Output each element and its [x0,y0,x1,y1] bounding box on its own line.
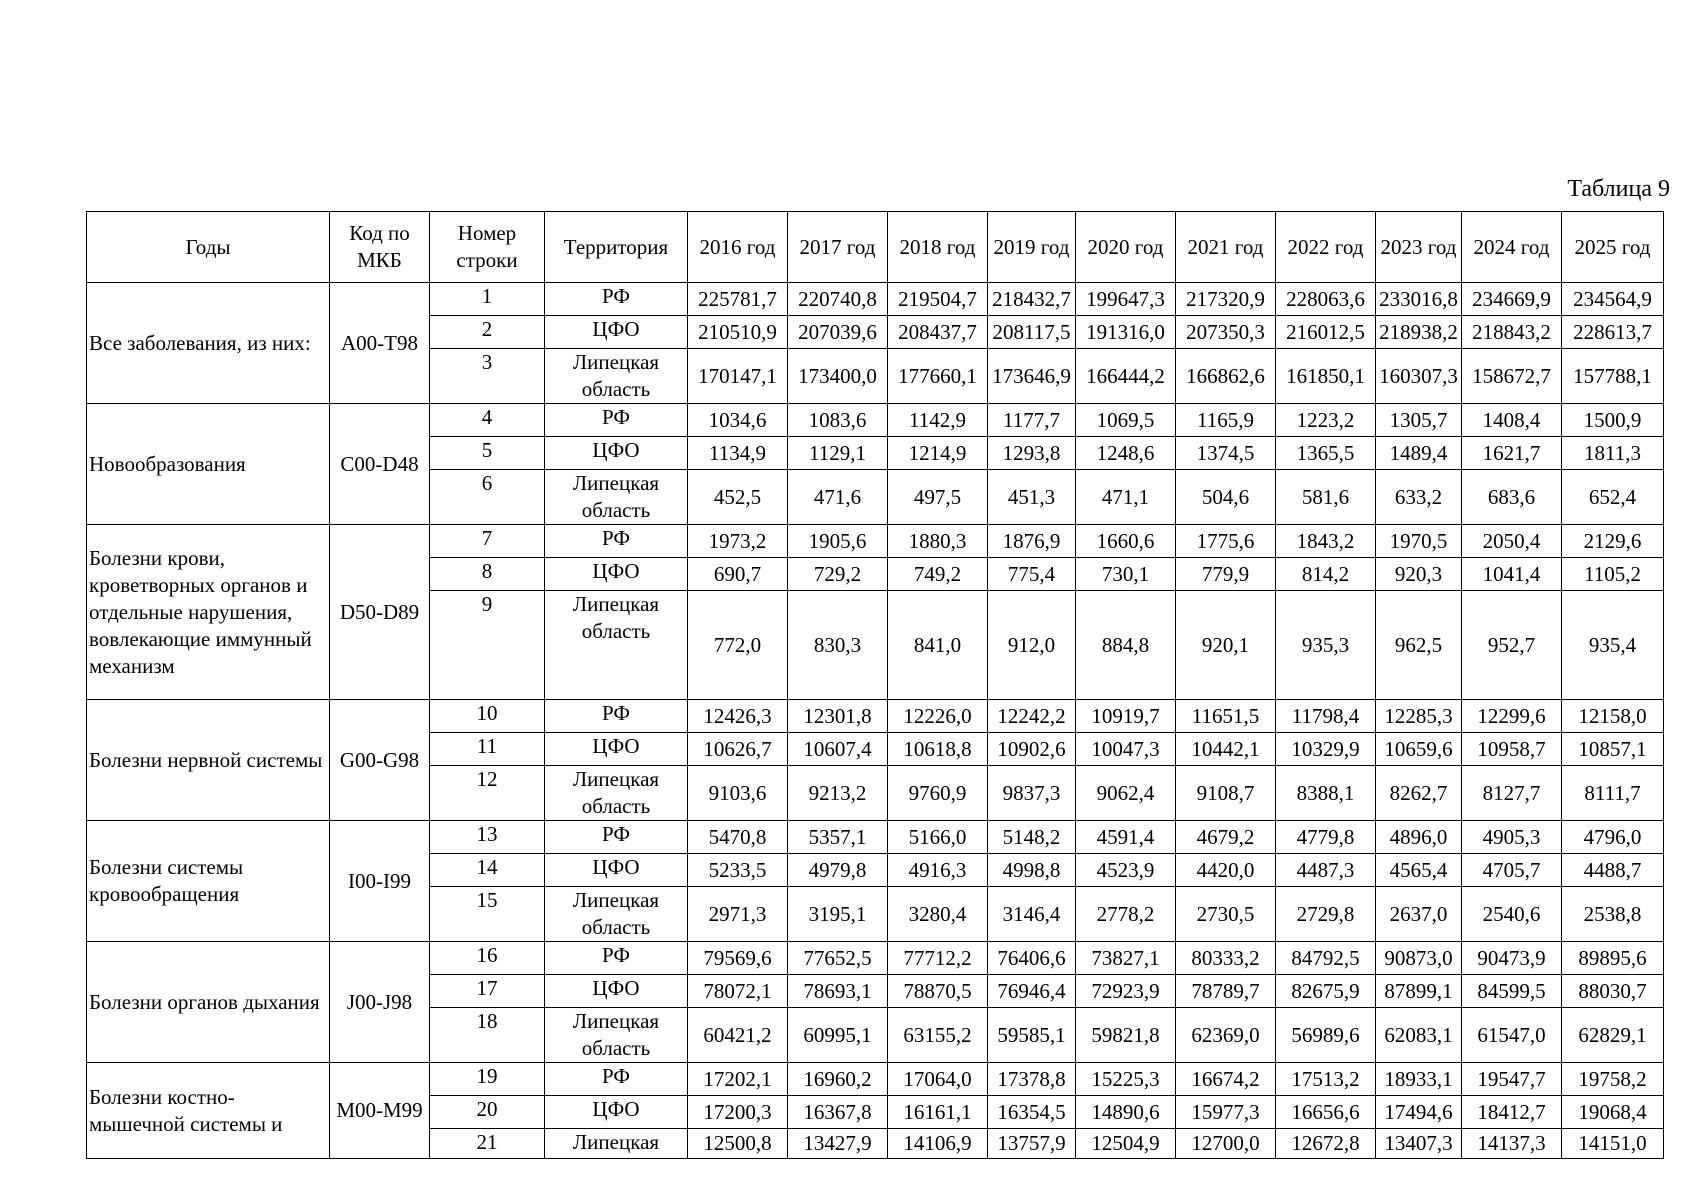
territory: РФ [545,1063,688,1096]
value-cell: 1041,4 [1462,558,1562,591]
header-cell: Годы [87,212,330,283]
value-cell: 170147,1 [688,349,788,404]
value-cell: 1905,6 [788,525,888,558]
value-cell: 63155,2 [888,1008,988,1063]
header-cell: 2021 год [1176,212,1276,283]
value-cell: 166444,2 [1076,349,1176,404]
value-cell: 1069,5 [1076,404,1176,437]
value-cell: 18412,7 [1462,1096,1562,1129]
value-cell: 4679,2 [1176,821,1276,854]
value-cell: 15225,3 [1076,1063,1176,1096]
value-cell: 10857,1 [1562,733,1664,766]
value-cell: 1973,2 [688,525,788,558]
value-cell: 952,7 [1462,591,1562,700]
value-cell: 10442,1 [1176,733,1276,766]
row-number: 12 [430,766,545,821]
row-number: 4 [430,404,545,437]
value-cell: 452,5 [688,470,788,525]
territory: ЦФО [545,1096,688,1129]
value-cell: 208437,7 [888,316,988,349]
value-cell: 228613,7 [1562,316,1664,349]
value-cell: 207350,3 [1176,316,1276,349]
value-cell: 4523,9 [1076,854,1176,887]
value-cell: 1775,6 [1176,525,1276,558]
table-row [87,525,1664,558]
value-cell: 78870,5 [888,975,988,1008]
value-cell: 1129,1 [788,437,888,470]
disease-group-name: Болезни органов дыхания [87,942,330,1063]
row-number: 16 [430,942,545,975]
value-cell: 17202,1 [688,1063,788,1096]
value-cell: 157788,1 [1562,349,1664,404]
value-cell: 1660,6 [1076,525,1176,558]
value-cell: 13757,9 [988,1129,1076,1159]
value-cell: 683,6 [1462,470,1562,525]
value-cell: 17064,0 [888,1063,988,1096]
value-cell: 935,4 [1562,591,1664,700]
value-cell: 77652,5 [788,942,888,975]
value-cell: 14106,9 [888,1129,988,1159]
value-cell: 16161,1 [888,1096,988,1129]
value-cell: 77712,2 [888,942,988,975]
row-number: 17 [430,975,545,1008]
value-cell: 1165,9 [1176,404,1276,437]
row-number: 14 [430,854,545,887]
value-cell: 1105,2 [1562,558,1664,591]
row-number: 2 [430,316,545,349]
value-cell: 1876,9 [988,525,1076,558]
row-number: 8 [430,558,545,591]
value-cell: 4998,8 [988,854,1076,887]
territory: РФ [545,700,688,733]
value-cell: 1134,9 [688,437,788,470]
value-cell: 199647,3 [1076,283,1176,316]
value-cell: 60995,1 [788,1008,888,1063]
value-cell: 78072,1 [688,975,788,1008]
value-cell: 59821,8 [1076,1008,1176,1063]
value-cell: 210510,9 [688,316,788,349]
value-cell: 173646,9 [988,349,1076,404]
value-cell: 5166,0 [888,821,988,854]
value-cell: 76946,4 [988,975,1076,1008]
icd-code: J00-J98 [330,942,430,1063]
territory: ЦФО [545,437,688,470]
header-cell: Код по МКБ [330,212,430,283]
value-cell: 17494,6 [1376,1096,1462,1129]
table-row [87,821,1664,854]
value-cell: 12226,0 [888,700,988,733]
icd-code: D50-D89 [330,525,430,700]
row-number: 15 [430,887,545,942]
value-cell: 4487,3 [1276,854,1376,887]
table-row [87,942,1664,975]
value-cell: 10329,9 [1276,733,1376,766]
value-cell: 218938,2 [1376,316,1462,349]
value-cell: 1214,9 [888,437,988,470]
value-cell: 234564,9 [1562,283,1664,316]
territory: Липецкая область [545,766,688,821]
header-cell: 2022 год [1276,212,1376,283]
value-cell: 4420,0 [1176,854,1276,887]
value-cell: 16367,8 [788,1096,888,1129]
value-cell: 1083,6 [788,404,888,437]
value-cell: 225781,7 [688,283,788,316]
header-cell: Номер строки [430,212,545,283]
value-cell: 1621,7 [1462,437,1562,470]
morbidity-table [86,211,1664,1159]
value-cell: 2129,6 [1562,525,1664,558]
table-row [87,283,1664,316]
value-cell: 11651,5 [1176,700,1276,733]
value-cell: 177660,1 [888,349,988,404]
value-cell: 13407,3 [1376,1129,1462,1159]
value-cell: 1223,2 [1276,404,1376,437]
value-cell: 218432,7 [988,283,1076,316]
value-cell: 79569,6 [688,942,788,975]
value-cell: 4905,3 [1462,821,1562,854]
row-number: 20 [430,1096,545,1129]
value-cell: 9760,9 [888,766,988,821]
value-cell: 3195,1 [788,887,888,942]
row-number: 10 [430,700,545,733]
value-cell: 12285,3 [1376,700,1462,733]
value-cell: 1248,6 [1076,437,1176,470]
value-cell: 451,3 [988,470,1076,525]
value-cell: 18933,1 [1376,1063,1462,1096]
territory: Липецкая область [545,1008,688,1063]
disease-group-name: Болезни костно-мышечной системы и [87,1063,330,1159]
value-cell: 90873,0 [1376,942,1462,975]
value-cell: 61547,0 [1462,1008,1562,1063]
value-cell: 228063,6 [1276,283,1376,316]
value-cell: 191316,0 [1076,316,1176,349]
territory: Липецкая область [545,591,688,700]
disease-group-name: Болезни нервной системы [87,700,330,821]
value-cell: 779,9 [1176,558,1276,591]
value-cell: 220740,8 [788,283,888,316]
territory: РФ [545,404,688,437]
value-cell: 8262,7 [1376,766,1462,821]
value-cell: 10607,4 [788,733,888,766]
value-cell: 16960,2 [788,1063,888,1096]
territory: ЦФО [545,975,688,1008]
value-cell: 9108,7 [1176,766,1276,821]
value-cell: 4565,4 [1376,854,1462,887]
value-cell: 76406,6 [988,942,1076,975]
value-cell: 207039,6 [788,316,888,349]
value-cell: 729,2 [788,558,888,591]
value-cell: 17200,3 [688,1096,788,1129]
disease-group-name: Новообразования [87,404,330,525]
value-cell: 62829,1 [1562,1008,1664,1063]
value-cell: 8111,7 [1562,766,1664,821]
value-cell: 90473,9 [1462,942,1562,975]
icd-code: M00-M99 [330,1063,430,1159]
value-cell: 920,3 [1376,558,1462,591]
row-number: 18 [430,1008,545,1063]
value-cell: 912,0 [988,591,1076,700]
value-cell: 19758,2 [1562,1063,1664,1096]
territory: РФ [545,283,688,316]
territory: ЦФО [545,733,688,766]
header-cell: 2016 год [688,212,788,283]
row-number: 21 [430,1129,545,1159]
value-cell: 1034,6 [688,404,788,437]
value-cell: 16674,2 [1176,1063,1276,1096]
value-cell: 82675,9 [1276,975,1376,1008]
value-cell: 17513,2 [1276,1063,1376,1096]
value-cell: 962,5 [1376,591,1462,700]
value-cell: 15977,3 [1176,1096,1276,1129]
value-cell: 830,3 [788,591,888,700]
value-cell: 10626,7 [688,733,788,766]
table-row [87,700,1664,733]
value-cell: 14151,0 [1562,1129,1664,1159]
value-cell: 652,4 [1562,470,1664,525]
value-cell: 504,6 [1176,470,1276,525]
header-cell: 2023 год [1376,212,1462,283]
value-cell: 2540,6 [1462,887,1562,942]
value-cell: 12700,0 [1176,1129,1276,1159]
value-cell: 10958,7 [1462,733,1562,766]
value-cell: 19068,4 [1562,1096,1664,1129]
value-cell: 814,2 [1276,558,1376,591]
value-cell: 8127,7 [1462,766,1562,821]
value-cell: 16354,5 [988,1096,1076,1129]
value-cell: 218843,2 [1462,316,1562,349]
value-cell: 12158,0 [1562,700,1664,733]
value-cell: 10659,6 [1376,733,1462,766]
value-cell: 9062,4 [1076,766,1176,821]
value-cell: 80333,2 [1176,942,1276,975]
value-cell: 2778,2 [1076,887,1176,942]
value-cell: 884,8 [1076,591,1176,700]
value-cell: 690,7 [688,558,788,591]
value-cell: 56989,6 [1276,1008,1376,1063]
value-cell: 2050,4 [1462,525,1562,558]
value-cell: 1374,5 [1176,437,1276,470]
territory: ЦФО [545,558,688,591]
value-cell: 1408,4 [1462,404,1562,437]
value-cell: 173400,0 [788,349,888,404]
value-cell: 1489,4 [1376,437,1462,470]
value-cell: 4591,4 [1076,821,1176,854]
value-cell: 1500,9 [1562,404,1664,437]
value-cell: 471,1 [1076,470,1176,525]
row-number: 13 [430,821,545,854]
value-cell: 12672,8 [1276,1129,1376,1159]
value-cell: 2637,0 [1376,887,1462,942]
value-cell: 2538,8 [1562,887,1664,942]
value-cell: 775,4 [988,558,1076,591]
disease-group-name: Все заболевания, из них: [87,283,330,404]
disease-group-name: Болезни системы кровообращения [87,821,330,942]
value-cell: 12426,3 [688,700,788,733]
value-cell: 217320,9 [1176,283,1276,316]
value-cell: 87899,1 [1376,975,1462,1008]
value-cell: 920,1 [1176,591,1276,700]
value-cell: 208117,5 [988,316,1076,349]
value-cell: 5233,5 [688,854,788,887]
table-row [87,1063,1664,1096]
territory: ЦФО [545,854,688,887]
value-cell: 17378,8 [988,1063,1076,1096]
value-cell: 234669,9 [1462,283,1562,316]
value-cell: 12301,8 [788,700,888,733]
value-cell: 1970,5 [1376,525,1462,558]
value-cell: 10902,6 [988,733,1076,766]
value-cell: 9837,3 [988,766,1076,821]
territory: РФ [545,821,688,854]
value-cell: 161850,1 [1276,349,1376,404]
value-cell: 1843,2 [1276,525,1376,558]
row-number: 3 [430,349,545,404]
value-cell: 3280,4 [888,887,988,942]
value-cell: 160307,3 [1376,349,1462,404]
icd-code: I00-I99 [330,821,430,942]
value-cell: 4488,7 [1562,854,1664,887]
table-caption: Таблица 9 [1567,176,1670,202]
territory: РФ [545,525,688,558]
value-cell: 1880,3 [888,525,988,558]
row-number: 19 [430,1063,545,1096]
row-number: 1 [430,283,545,316]
value-cell: 1142,9 [888,404,988,437]
header-cell: 2019 год [988,212,1076,283]
value-cell: 935,3 [1276,591,1376,700]
row-number: 9 [430,591,545,700]
value-cell: 11798,4 [1276,700,1376,733]
value-cell: 581,6 [1276,470,1376,525]
value-cell: 9103,6 [688,766,788,821]
header-cell: 2020 год [1076,212,1176,283]
value-cell: 60421,2 [688,1008,788,1063]
value-cell: 78693,1 [788,975,888,1008]
value-cell: 59585,1 [988,1008,1076,1063]
value-cell: 1305,7 [1376,404,1462,437]
value-cell: 2971,3 [688,887,788,942]
table-body [87,283,1664,1159]
value-cell: 14137,3 [1462,1129,1562,1159]
value-cell: 4896,0 [1376,821,1462,854]
value-cell: 166862,6 [1176,349,1276,404]
value-cell: 4705,7 [1462,854,1562,887]
value-cell: 12500,8 [688,1129,788,1159]
territory: ЦФО [545,316,688,349]
value-cell: 12242,2 [988,700,1076,733]
value-cell: 5148,2 [988,821,1076,854]
value-cell: 1177,7 [988,404,1076,437]
value-cell: 1811,3 [1562,437,1664,470]
value-cell: 12504,9 [1076,1129,1176,1159]
header-cell: 2017 год [788,212,888,283]
value-cell: 158672,7 [1462,349,1562,404]
value-cell: 62369,0 [1176,1008,1276,1063]
value-cell: 4796,0 [1562,821,1664,854]
value-cell: 19547,7 [1462,1063,1562,1096]
value-cell: 9213,2 [788,766,888,821]
value-cell: 772,0 [688,591,788,700]
territory: Липецкая область [545,349,688,404]
territory: Липецкая область [545,470,688,525]
row-number: 6 [430,470,545,525]
value-cell: 730,1 [1076,558,1176,591]
territory: Липецкая [545,1129,688,1159]
value-cell: 73827,1 [1076,942,1176,975]
header-cell: Территория [545,212,688,283]
value-cell: 4979,8 [788,854,888,887]
icd-code: A00-T98 [330,283,430,404]
value-cell: 5470,8 [688,821,788,854]
value-cell: 216012,5 [1276,316,1376,349]
value-cell: 13427,9 [788,1129,888,1159]
value-cell: 633,2 [1376,470,1462,525]
value-cell: 84792,5 [1276,942,1376,975]
territory: РФ [545,942,688,975]
value-cell: 497,5 [888,470,988,525]
header-row [87,212,1664,283]
icd-code: G00-G98 [330,700,430,821]
value-cell: 4779,8 [1276,821,1376,854]
value-cell: 10919,7 [1076,700,1176,733]
table-row [87,404,1664,437]
value-cell: 84599,5 [1462,975,1562,1008]
value-cell: 2729,8 [1276,887,1376,942]
row-number: 7 [430,525,545,558]
value-cell: 88030,7 [1562,975,1664,1008]
value-cell: 2730,5 [1176,887,1276,942]
value-cell: 1293,8 [988,437,1076,470]
value-cell: 14890,6 [1076,1096,1176,1129]
header-cell: 2025 год [1562,212,1664,283]
value-cell: 62083,1 [1376,1008,1462,1063]
value-cell: 10047,3 [1076,733,1176,766]
disease-group-name: Болезни крови, кроветворных органов и отдельные нарушения, вовлекающие иммунный механизм [87,525,330,700]
territory: Липецкая область [545,887,688,942]
row-number: 5 [430,437,545,470]
value-cell: 72923,9 [1076,975,1176,1008]
value-cell: 219504,7 [888,283,988,316]
row-number: 11 [430,733,545,766]
value-cell: 749,2 [888,558,988,591]
value-cell: 1365,5 [1276,437,1376,470]
icd-code: C00-D48 [330,404,430,525]
value-cell: 89895,6 [1562,942,1664,975]
header-cell: 2018 год [888,212,988,283]
value-cell: 12299,6 [1462,700,1562,733]
header-cell: 2024 год [1462,212,1562,283]
value-cell: 471,6 [788,470,888,525]
value-cell: 10618,8 [888,733,988,766]
value-cell: 5357,1 [788,821,888,854]
value-cell: 8388,1 [1276,766,1376,821]
value-cell: 78789,7 [1176,975,1276,1008]
value-cell: 3146,4 [988,887,1076,942]
value-cell: 841,0 [888,591,988,700]
value-cell: 233016,8 [1376,283,1462,316]
value-cell: 16656,6 [1276,1096,1376,1129]
value-cell: 4916,3 [888,854,988,887]
